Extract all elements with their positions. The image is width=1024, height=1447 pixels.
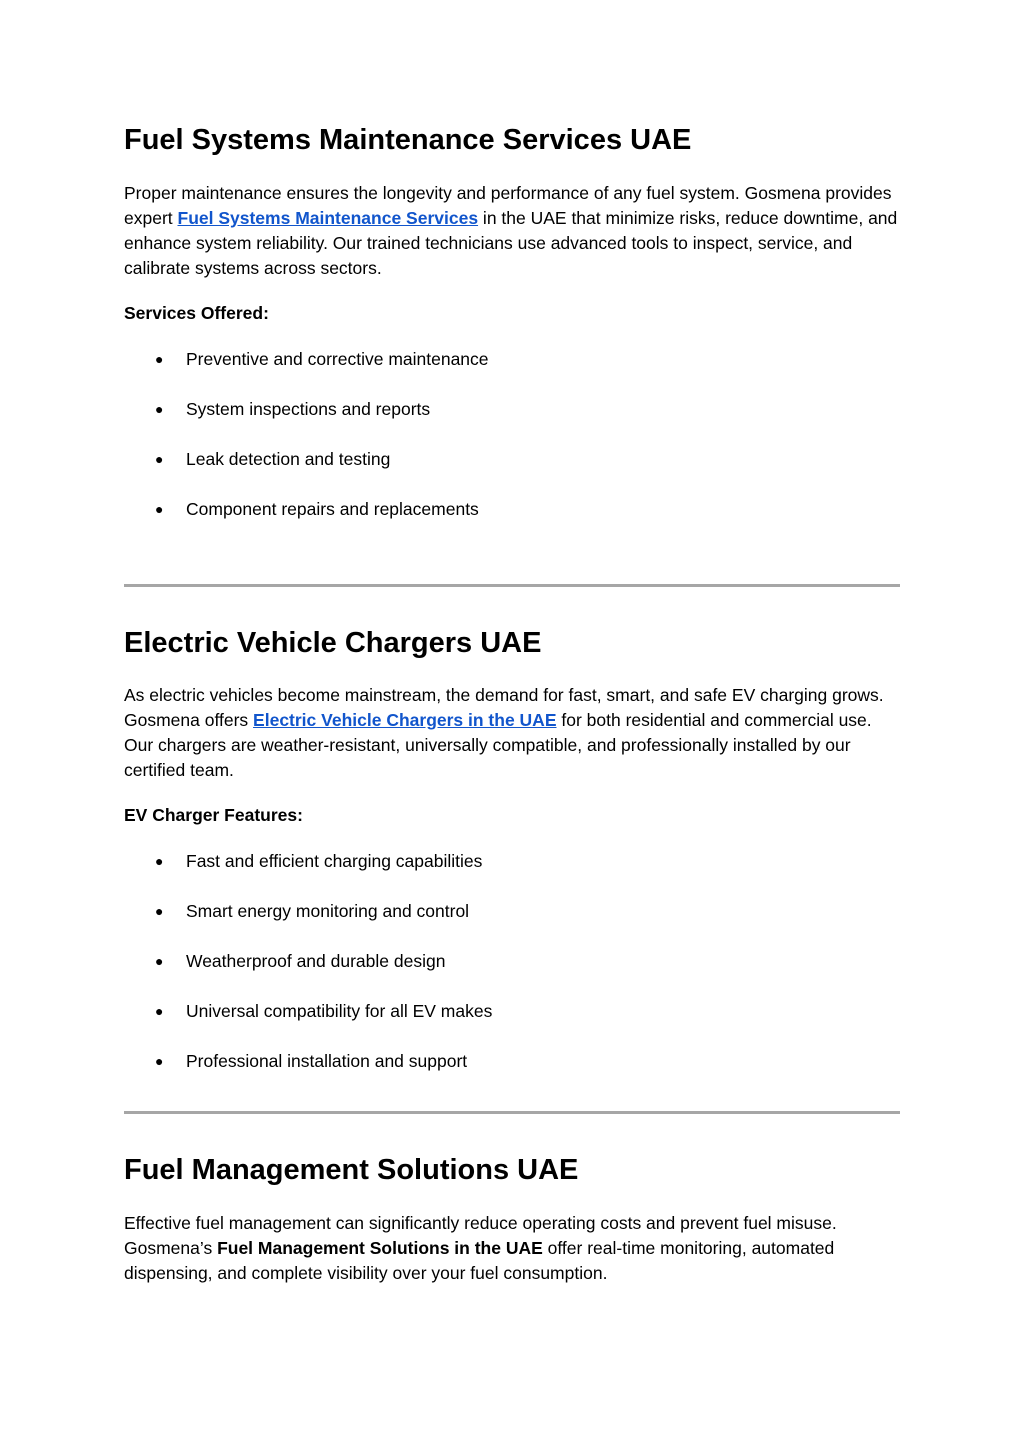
list-item [124, 447, 900, 497]
list-services-offered [124, 347, 900, 547]
paragraph-text: offer real-time monitoring, automated dispensing, and complete visibility over your fuel consumption. [124, 1238, 835, 1283]
list-ev-charger-features [124, 849, 900, 1099]
list-item-text: Professional installation and support [186, 1051, 468, 1071]
list-item-text: Universal compatibility for all EV makes [186, 1001, 493, 1021]
list-item-text: Fast and efficient charging capabilities [186, 851, 483, 871]
list-item-text: Preventive and corrective maintenance [186, 349, 489, 369]
subheading-services-offered: Services Offered: [124, 303, 269, 323]
heading-fuel-maintenance: Fuel Systems Maintenance Services UAE [124, 124, 692, 156]
paragraph-text: As electric vehicles become mainstream, the demand for fast, smart, and safe EV charging grows. Gosmena offers [124, 685, 884, 730]
section-ev-chargers [124, 625, 900, 1099]
list-item [124, 1049, 900, 1099]
bullet-icon: ● [155, 351, 164, 367]
bold-fuel-management-solutions: Fuel Management Solutions in the UAE [217, 1238, 543, 1258]
section-divider [124, 1111, 900, 1114]
bullet-icon: ● [155, 1003, 164, 1019]
list-item [124, 497, 900, 547]
bullet-icon: ● [155, 953, 164, 969]
section-fuel-maintenance [124, 122, 900, 547]
list-item-text: Smart energy monitoring and control [186, 901, 470, 921]
list-item-text: Component repairs and replacements [186, 499, 479, 519]
list-item [124, 899, 900, 949]
link-fuel-systems-maintenance[interactable]: Fuel Systems Maintenance Services [177, 208, 479, 228]
bullet-icon: ● [155, 853, 164, 869]
paragraph-fuel-maintenance [124, 181, 900, 281]
bullet-icon: ● [155, 501, 164, 517]
heading-fuel-management: Fuel Management Solutions UAE [124, 1154, 579, 1186]
section-divider [124, 584, 900, 587]
paragraph-text: Proper maintenance ensures the longevity and performance of any fuel system. Gosmena provides expert [124, 183, 892, 228]
bullet-icon: ● [155, 903, 164, 919]
paragraph-text: in the UAE that minimize risks, reduce downtime, and enhance system reliability. Our trained technicians use advanced tools to inspect, service, and calibrate systems across sectors. [124, 208, 898, 278]
list-item-text: System inspections and reports [186, 399, 431, 419]
heading-ev-chargers: Electric Vehicle Chargers UAE [124, 627, 542, 659]
bullet-icon: ● [155, 1053, 164, 1069]
list-item [124, 849, 900, 899]
subheading-ev-charger-features: EV Charger Features: [124, 805, 303, 825]
paragraph-text: for both residential and commercial use. Our chargers are weather-resistant, universally compatible, and professionally installed by our certified team. [124, 710, 872, 780]
bullet-icon: ● [155, 451, 164, 467]
list-item [124, 999, 900, 1049]
paragraph-fuel-management [124, 1211, 900, 1286]
paragraph-text: Effective fuel management can significantly reduce operating costs and prevent fuel misuse. Gosmena’s [124, 1213, 837, 1258]
link-electric-vehicle-chargers[interactable]: Electric Vehicle Chargers in the UAE [253, 710, 557, 730]
list-item-text: Weatherproof and durable design [186, 951, 446, 971]
bullet-icon: ● [155, 401, 164, 417]
section-fuel-management [124, 1152, 900, 1286]
list-item [124, 949, 900, 999]
list-item-text: Leak detection and testing [186, 449, 391, 469]
paragraph-ev-chargers [124, 683, 900, 783]
list-item [124, 347, 900, 397]
list-item [124, 397, 900, 447]
